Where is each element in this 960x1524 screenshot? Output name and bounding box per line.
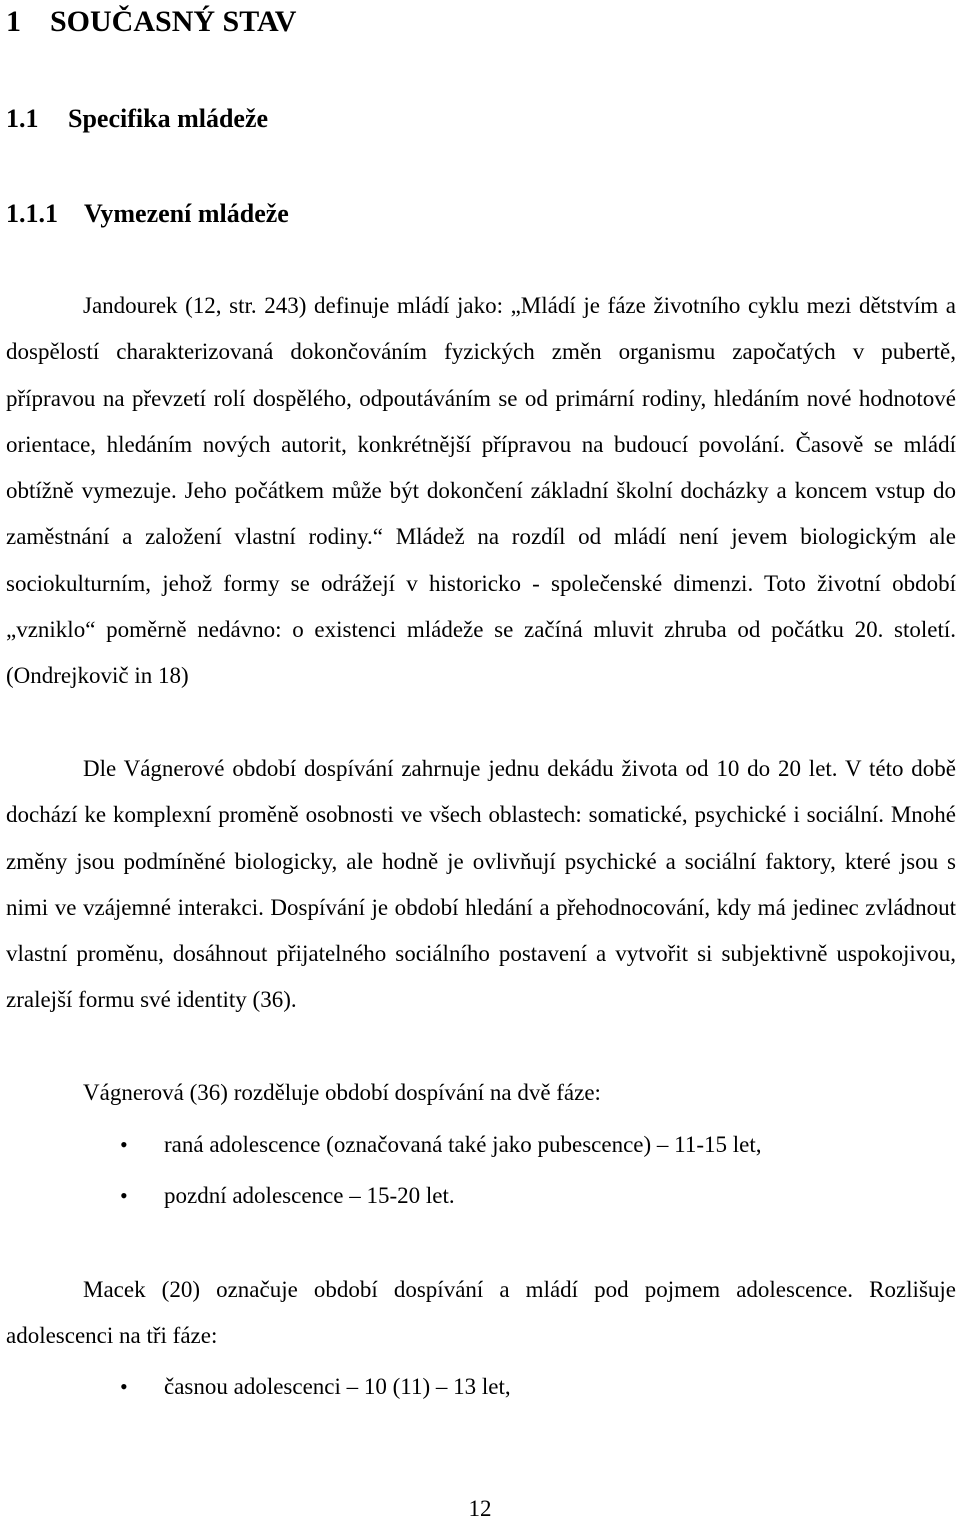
heading-level-3: [6, 197, 289, 231]
bullet-icon: •: [120, 1374, 128, 1399]
list-item: [0, 1181, 960, 1211]
paragraph-vagnerova-phases-intro: Vágnerová (36) rozděluje období dospívání na dvě fáze:: [83, 1080, 601, 1105]
page-number: 12: [468, 1496, 492, 1521]
heading-3-number: 1.1.1: [6, 199, 58, 228]
heading-1-title: SOUČASNÝ STAV: [50, 5, 297, 38]
bullet-icon: •: [120, 1132, 128, 1157]
list-item-text: časnou adolescenci – 10 (11) – 13 let,: [164, 1374, 511, 1399]
bullet-icon: •: [120, 1183, 128, 1208]
heading-2-number: 1.1: [6, 104, 39, 133]
paragraph-jandourek-definition: Jandourek (12, str. 243) definuje mládí jako: „Mládí je fáze životního cyklu mezi dětstvím a dospělostí charakterizovaná dokončováním fyzických změn organismu započatých v pubertě, přípravou na převzetí rolí dospělého, odpoutáváním se od primární rodiny, hledáním nové hodnotové orientace, hledáním nových autorit, konkrétnější přípravou na budoucí povolání. Časově se mládí obtížně vymezuje. Jeho počátkem může být dokončení základní školní docházky a koncem vstup do zaměstnání a založení vlastní rodiny.“ Mládež na rozdíl od mládí není jevem biologickým ale sociokulturním, jehož formy se odrážejí v historicko - společenské dimenzi. Toto životní období „vzniklo“ poměrně nedávno: o existenci mládeže se začíná mluvit zhruba od počátku 20. století. (Ondrejkovič in 18): [6, 293, 956, 689]
paragraph-macek-adolescence: Macek (20) označuje období dospívání a mládí pod pojmem adolescence. Rozlišuje adolescenci na tři fáze:: [6, 1277, 956, 1349]
paragraph-vagnerova-adolescence: Dle Vágnerové období dospívání zahrnuje jednu dekádu života od 10 do 20 let. V této době dochází ke komplexní proměně osobnosti ve všech oblastech: somatické, psychické i sociální. Mnohé změny jsou podmíněné biologicky, ale hodně je ovlivňují psychické a sociální faktory, které jsou s nimi ve vzájemné interakci. Dospívání je období hledání a přehodnocování, kdy má jedinec zvládnout vlastní proměnu, dosáhnout přijatelného sociálního postavení a vytvořit si subjektivně uspokojivou, zralejší formu své identity (36).: [6, 756, 956, 1013]
list-item-text: pozdní adolescence – 15-20 let.: [164, 1183, 455, 1208]
list-macek-phases: [0, 1372, 960, 1402]
heading-1-number: 1: [6, 5, 21, 38]
list-item: [0, 1372, 960, 1402]
heading-level-2: [6, 102, 268, 136]
list-item-text: raná adolescence (označovaná také jako pubescence) – 11-15 let,: [164, 1132, 762, 1157]
heading-level-1: [6, 2, 296, 42]
heading-3-title: Vymezení mládeže: [84, 199, 289, 228]
list-vagnerova-phases: [0, 1130, 960, 1232]
list-item: [0, 1130, 960, 1160]
heading-2-title: Specifika mládeže: [68, 104, 269, 133]
